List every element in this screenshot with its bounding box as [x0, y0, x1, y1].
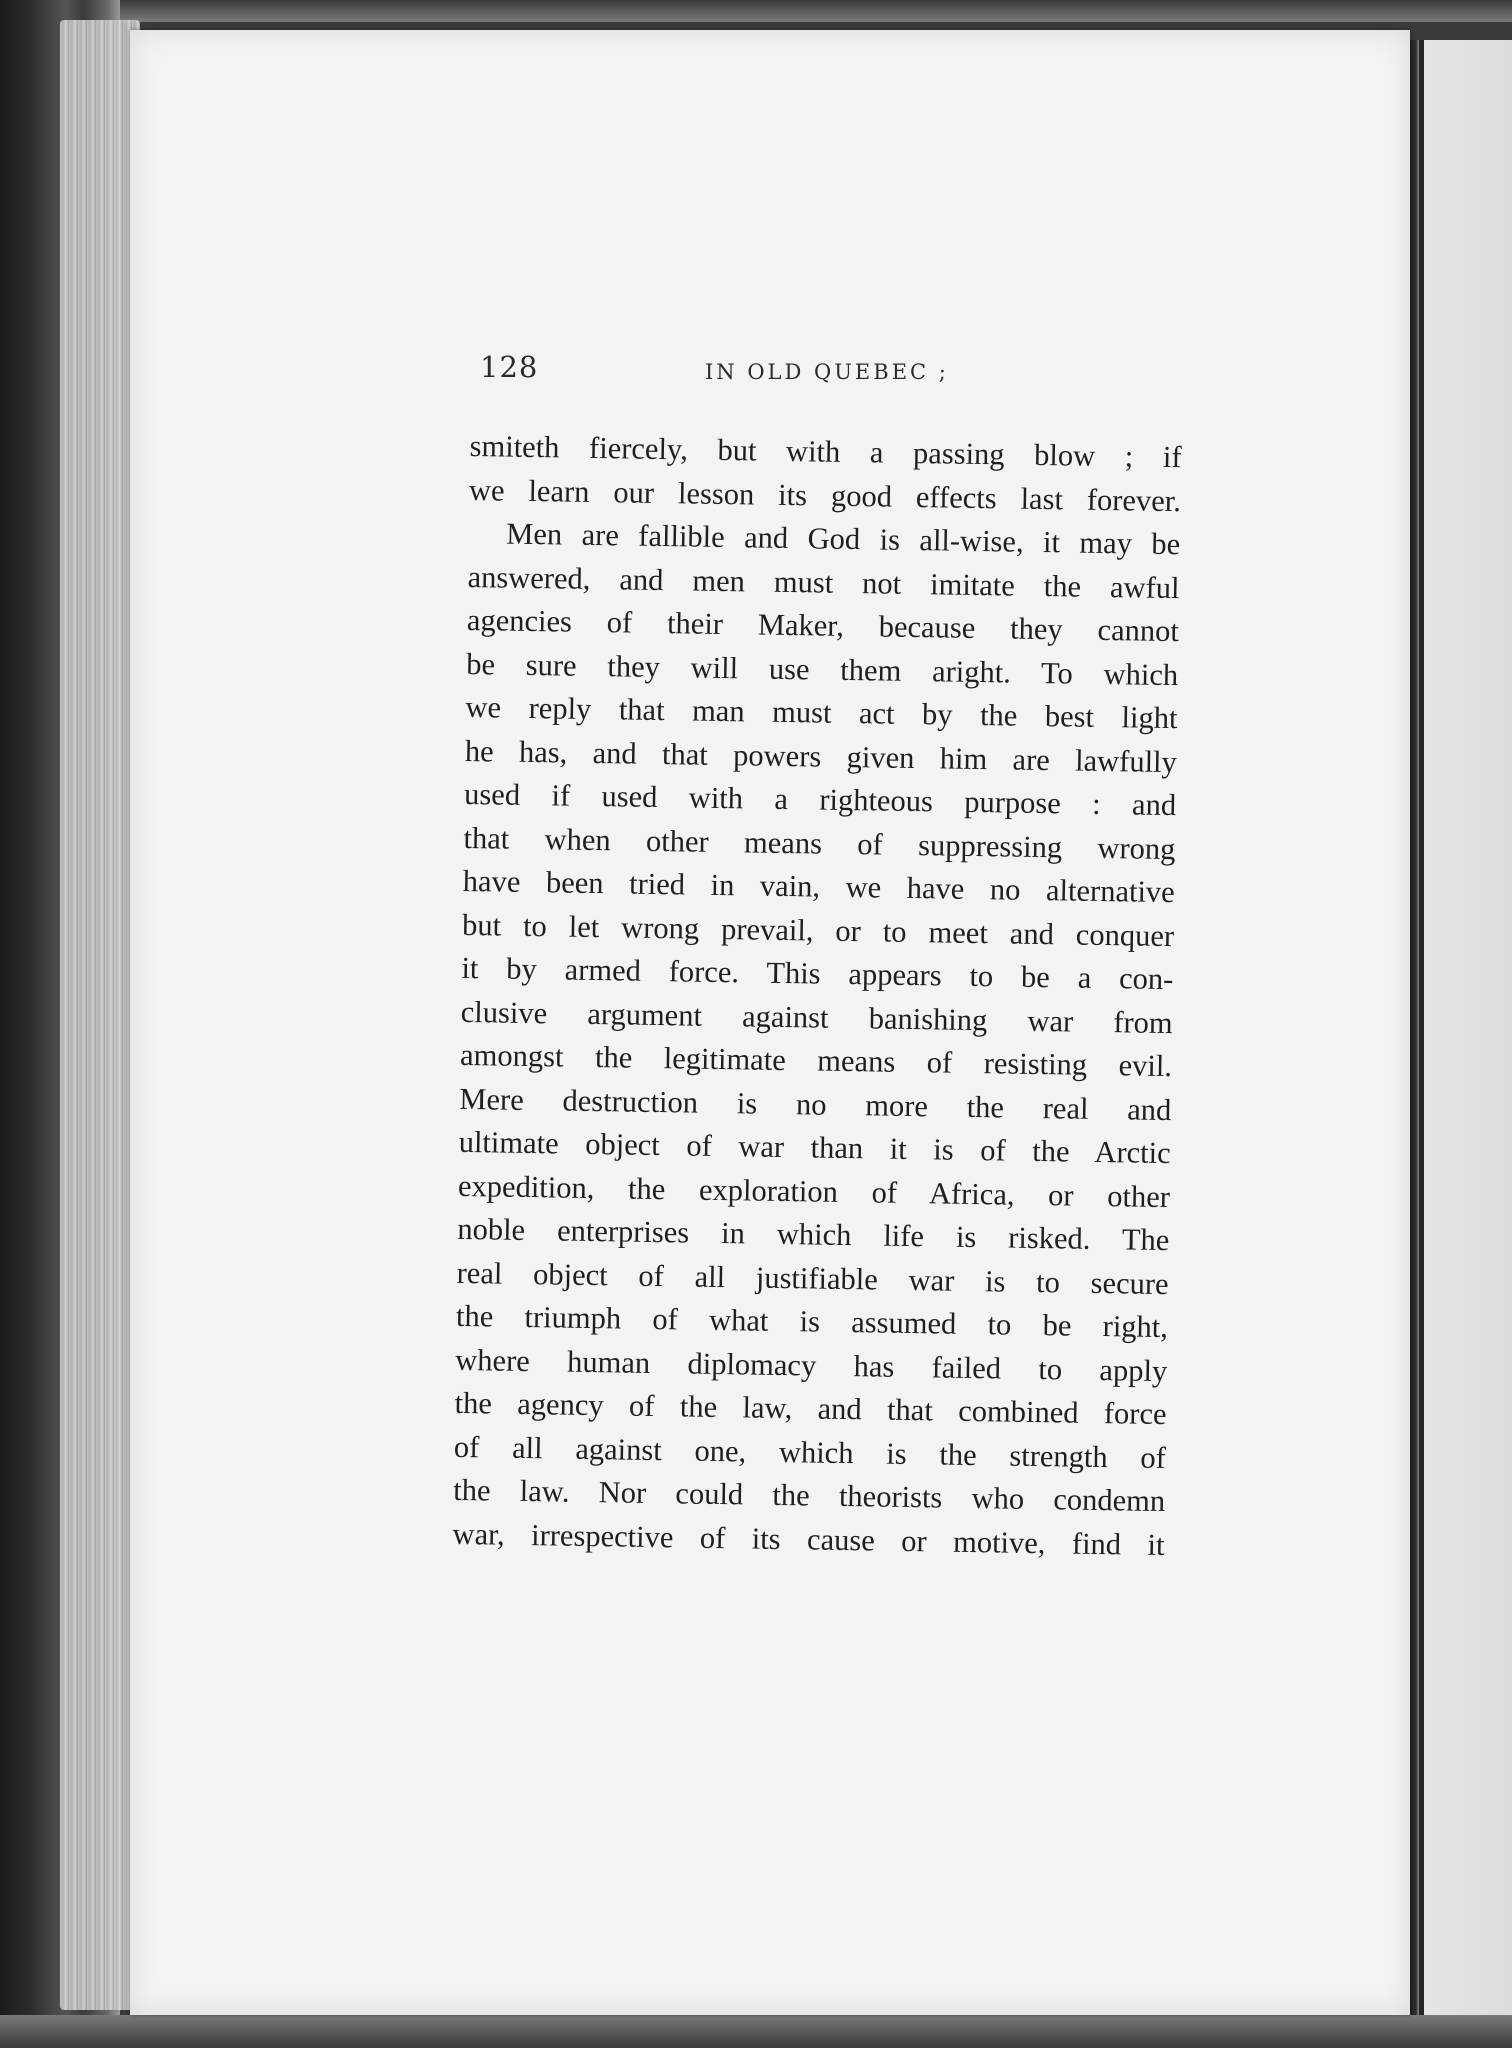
- text-line: the triumph of what is assumed to be right,: [455, 1298, 1169, 1345]
- text-line: that when other means of suppressing wrong: [463, 820, 1176, 866]
- text-line: noble enterprises in which life is risked. The: [457, 1211, 1170, 1258]
- text-line: amongst the legitimate means of resisting evil.: [459, 1037, 1173, 1084]
- text-line: smiteth fiercely, but with a passing blow ; if: [469, 428, 1182, 475]
- page-edges: [60, 20, 140, 2010]
- text-line: war, irrespective of its cause or motive, find it: [452, 1516, 1165, 1562]
- text-line: Mere destruction is no more the real and: [459, 1081, 1172, 1127]
- running-head: IN OLD QUEBEC ;: [705, 360, 949, 384]
- scan-bottom-edge: [0, 2015, 1512, 2048]
- text-line: answered, and men must not imitate the awful: [467, 559, 1180, 605]
- text-line: clusive argument against banishing war from: [460, 994, 1173, 1040]
- text-line: of all against one, which is the strength of: [453, 1429, 1167, 1475]
- text-line: have been tried in vain, we have no alternative: [462, 863, 1176, 910]
- text-line: we reply that man must act by the best light: [465, 689, 1178, 736]
- text-line: we learn our lesson its good effects last forever.: [468, 472, 1182, 518]
- scan-top-edge: [0, 0, 1512, 22]
- body-text: [452, 425, 1182, 1567]
- text-line: real object of all justifiable war is to secure: [456, 1255, 1169, 1301]
- page-number: 128: [480, 350, 539, 384]
- text-line: be sure they will use them aright. To which: [465, 646, 1179, 692]
- text-line: ultimate object of war than it is of the Arctic: [458, 1124, 1171, 1171]
- text-line: it by armed force. This appears to be a con-: [461, 950, 1174, 997]
- text-line: agencies of their Maker, because they cannot: [466, 602, 1180, 649]
- text-line: used if used with a righteous purpose : and: [463, 776, 1177, 823]
- text-line: expedition, the exploration of Africa, or other: [457, 1168, 1171, 1214]
- gutter-line: [1419, 40, 1424, 2048]
- text-line: the agency of the law, and that combined force: [454, 1385, 1167, 1432]
- text-line: he has, and that powers given him are lawfully: [464, 733, 1178, 779]
- text-line: where human diplomacy has failed to apply: [455, 1342, 1168, 1388]
- text-line: the law. Nor could the theorists who condemn: [453, 1472, 1166, 1519]
- text-line: but to let wrong prevail, or to meet and conquer: [461, 907, 1175, 953]
- text-line: Men are fallible and God is all-wise, it may be: [506, 516, 1181, 562]
